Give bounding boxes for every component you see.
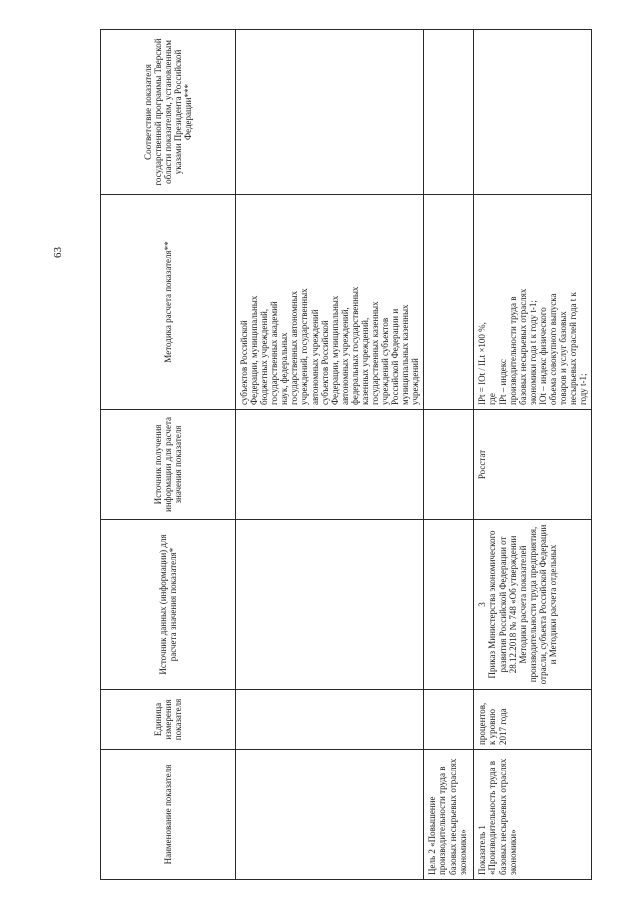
cell-name bbox=[236, 750, 424, 880]
cell-unit: процентов, к уровню 2017 года bbox=[474, 690, 592, 750]
header-method: Методика расчета показателя** bbox=[101, 195, 236, 410]
table-row bbox=[236, 30, 424, 880]
cell-unit bbox=[424, 690, 474, 750]
cell-compliance bbox=[474, 30, 592, 195]
table-header-row bbox=[101, 30, 236, 880]
cell-method: субъектов Российской Федерации, муниципальных бюджетных учреждений, государственных академий наук, федеральных государственных автономных учреждений, государственных автономных учреждений субъектов Российской Федерации, муниципальных автономных учреждений, федеральных государственных казенных учреждений, государственных казенных учреждений субъектов Российской Федерации и муниципальных казенных учреждений bbox=[236, 195, 424, 410]
indicator-table-container bbox=[100, 30, 589, 880]
cell-method bbox=[424, 195, 474, 410]
header-data-source: Источник данных (информации) для расчета значения показателя* bbox=[101, 520, 236, 690]
header-info-source: Источник получения информации для расчета значения показателя bbox=[101, 410, 236, 520]
cell-unit bbox=[236, 690, 424, 750]
cell-name: Цель 2 «Повышение производительности труда в базовых несырьевых отраслях экономики» bbox=[424, 750, 474, 880]
header-indicator-name: Наименование показателя bbox=[101, 750, 236, 880]
cell-method: IPt = IОt / ILt ×100 %, где IPt – индекс производительности труда в базовых несырьевых отраслях экономики года t к году t-1; IОt – индекс физического объема совокупного выпуска товаров и услуг базовых несырьевых отраслей года t к году t-1; bbox=[474, 195, 592, 410]
cell-compliance bbox=[424, 30, 474, 195]
cell-data-source bbox=[236, 520, 424, 690]
cell-info-source bbox=[424, 410, 474, 520]
table-row bbox=[474, 30, 592, 880]
header-compliance: Соответствие показателя государственной программы Тверской области показателям, установленным указами Президента Российской Федерации*** bbox=[101, 30, 236, 195]
cell-name: Показатель 1 «Производительность труда в базовых несырьевых отраслях экономики» bbox=[474, 750, 592, 880]
cell-compliance bbox=[236, 30, 424, 195]
cell-info-source: Росстат bbox=[474, 410, 592, 520]
page-number: 63 bbox=[52, 247, 64, 258]
cell-data-source bbox=[424, 520, 474, 690]
cell-info-source bbox=[236, 410, 424, 520]
table-row bbox=[424, 30, 474, 880]
header-unit: Единица измерения показателя bbox=[101, 690, 236, 750]
cell-data-source: 3 Приказ Министерства экономического развития Российской Федерации от 28.12.2018 № 748 «Об утверждении Методики расчета показателей производительности труда предприятия, отрасли, субъекта Российской Федерации и Методики расчета отдельных bbox=[474, 520, 592, 690]
indicator-table bbox=[100, 29, 592, 880]
